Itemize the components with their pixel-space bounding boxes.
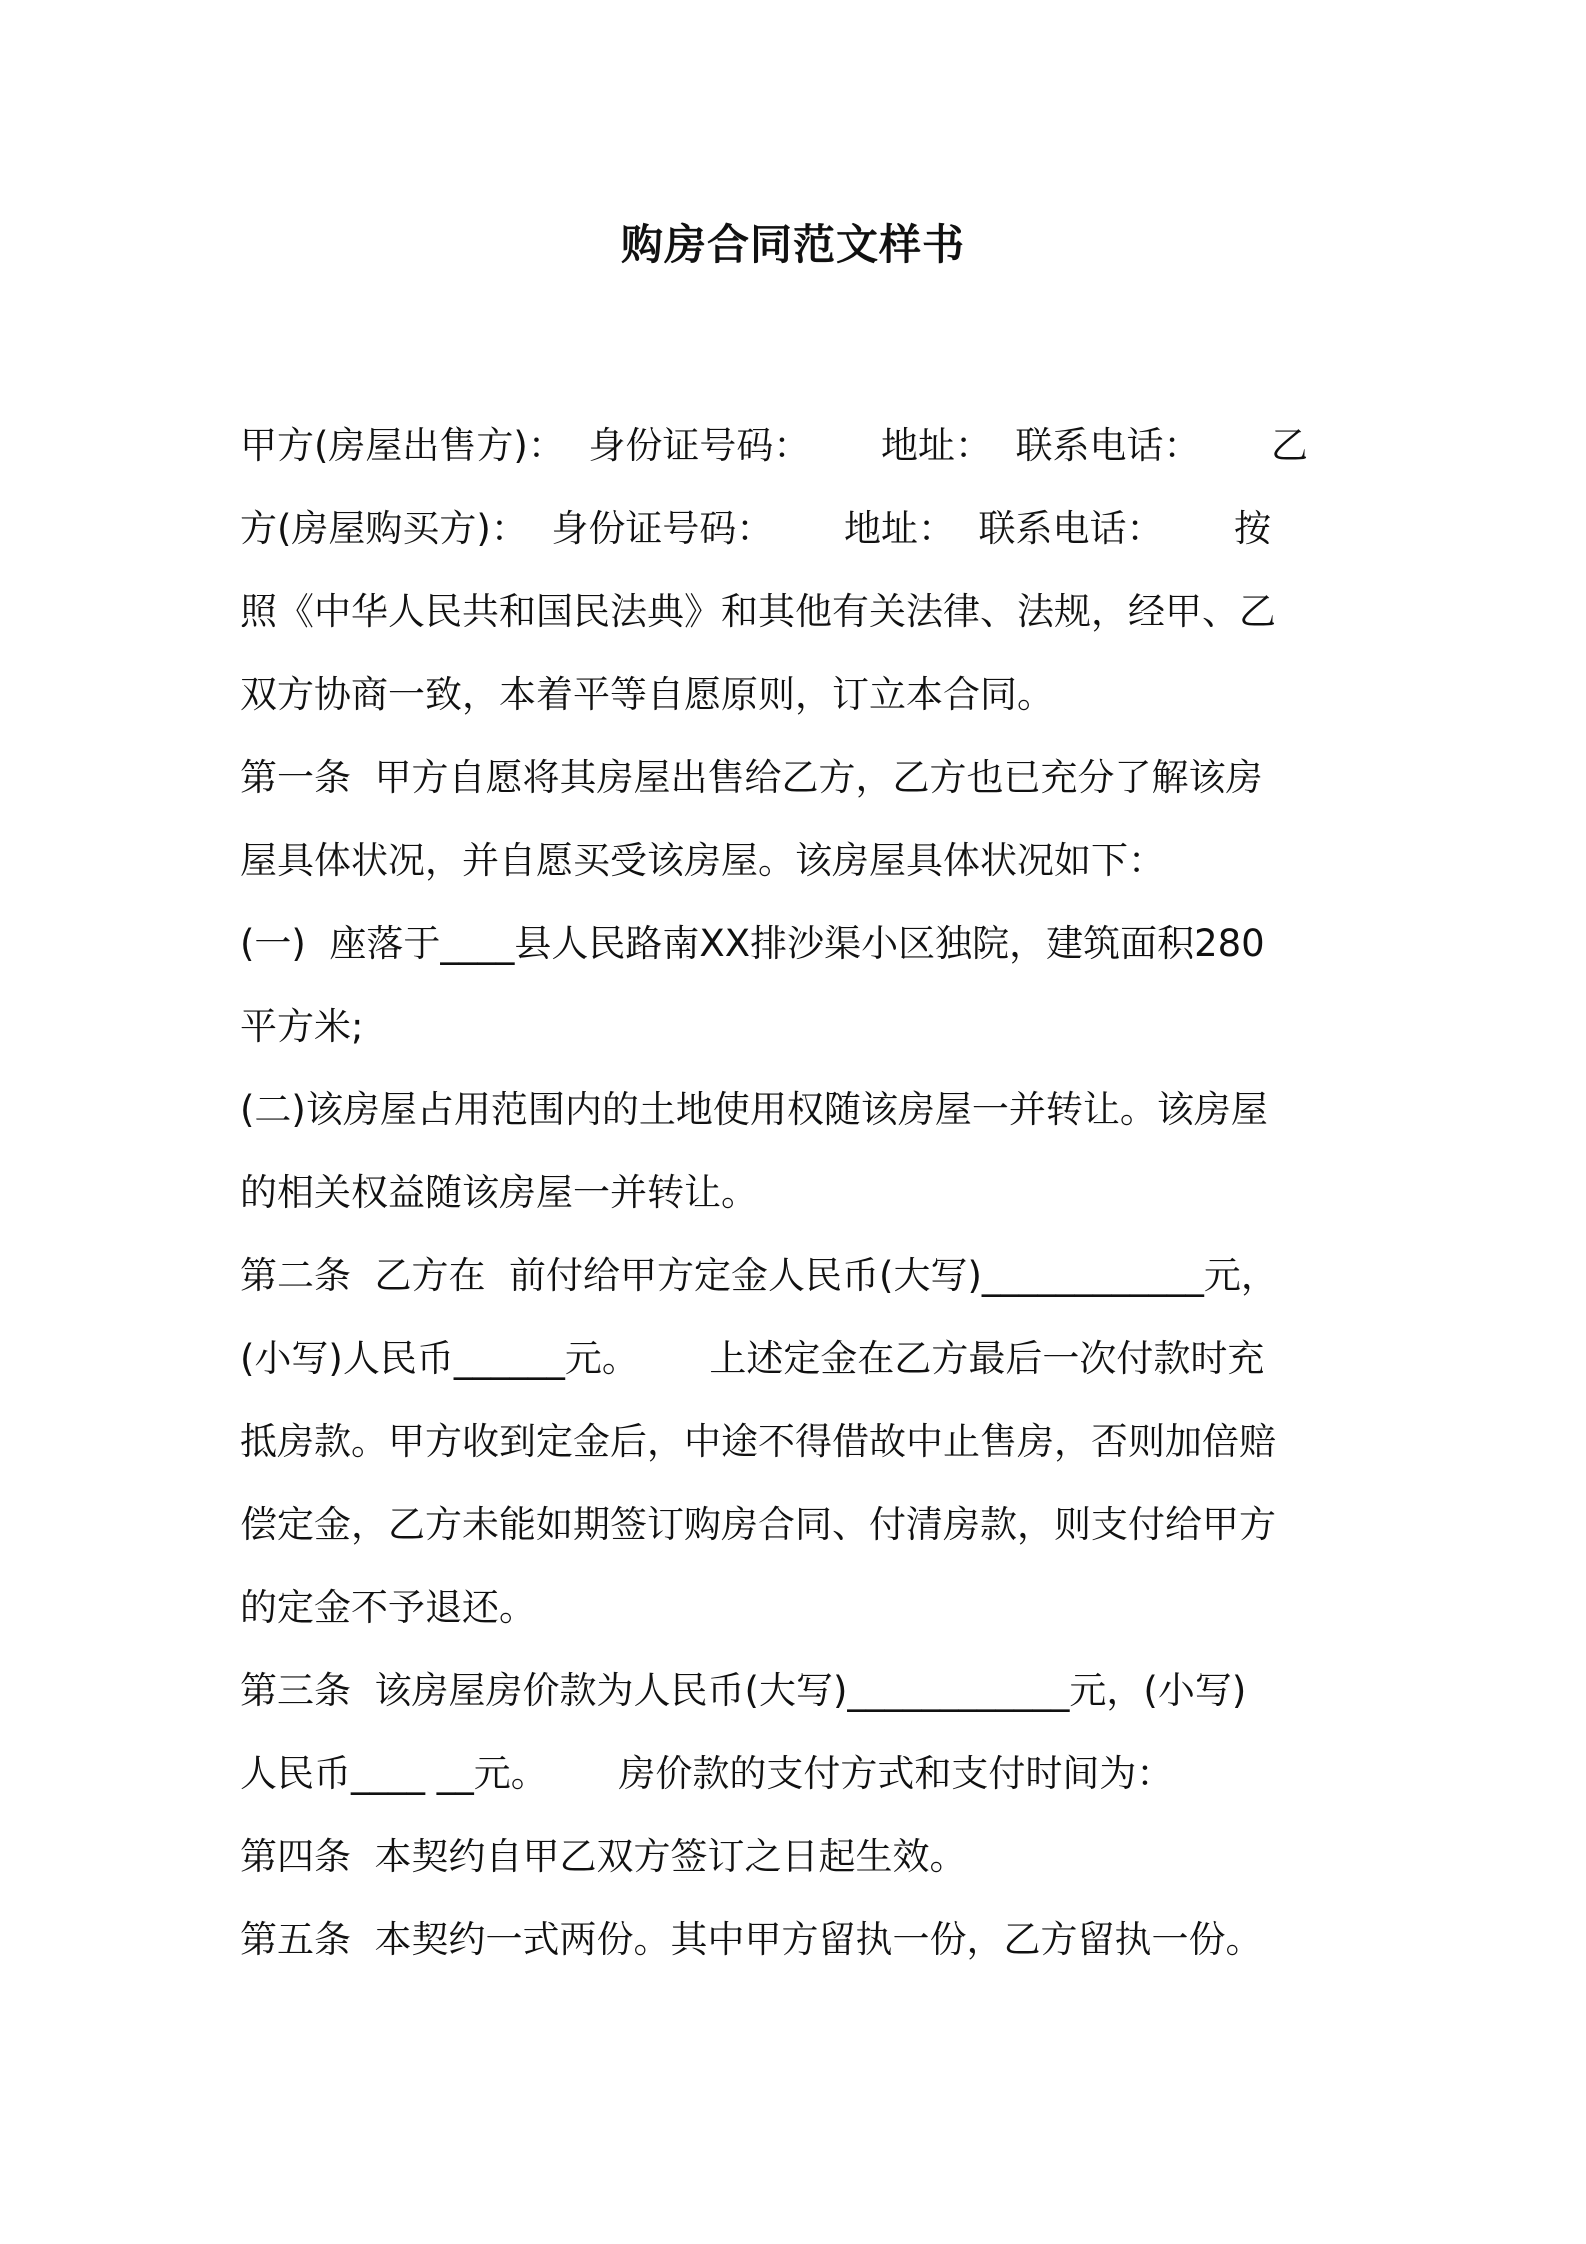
text-line: 第一条 甲方自愿将其房屋出售给乙方，乙方也已充分了解该房 (240, 756, 1263, 799)
contract-body (240, 404, 1360, 1981)
text-line: 人民币____ __元。 房价款的支付方式和支付时间为： (240, 1752, 1174, 1795)
page-title: 购房合同范文样书 (620, 220, 965, 269)
text-line: 第四条 本契约自甲乙双方签订之日起生效。 (240, 1835, 967, 1878)
text-line: 方(房屋购买方)： 身份证号码： 地址： 联系电话： 按 (240, 507, 1272, 550)
text-line: (一) 座落于____县人民路南XX排沙渠小区独院，建筑面积280 (240, 922, 1265, 965)
text-line: (小写)人民币______元。 上述定金在乙方最后一次付款时充 (240, 1337, 1265, 1380)
text-line: 第二条 乙方在 前付给甲方定金人民币(大写)____________元， (240, 1254, 1278, 1297)
text-line: 第三条 该房屋房价款为人民币(大写)____________元，(小写) (240, 1669, 1247, 1712)
text-line: 偿定金，乙方未能如期签订购房合同、付清房款，则支付给甲方 (240, 1503, 1276, 1546)
text-line: 双方协商一致，本着平等自愿原则，订立本合同。 (240, 673, 1054, 716)
text-line: 的定金不予退还。 (240, 1586, 536, 1629)
text-line: 甲方(房屋出售方)： 身份证号码： 地址： 联系电话： 乙 (240, 424, 1309, 467)
text-line: 屋具体状况，并自愿买受该房屋。该房屋具体状况如下： (240, 839, 1165, 882)
text-line: 照《中华人民共和国民法典》和其他有关法律、法规，经甲、乙 (240, 590, 1276, 633)
text-line: 平方米; (240, 1005, 364, 1048)
text-line: 的相关权益随该房屋一并转让。 (240, 1171, 758, 1214)
text-line: 第五条 本契约一式两份。其中甲方留执一份，乙方留执一份。 (240, 1918, 1263, 1961)
text-line: (二)该房屋占用范围内的土地使用权随该房屋一并转让。该房屋 (240, 1088, 1268, 1131)
text-line: 抵房款。甲方收到定金后，中途不得借故中止售房，否则加倍赔 (240, 1420, 1276, 1463)
